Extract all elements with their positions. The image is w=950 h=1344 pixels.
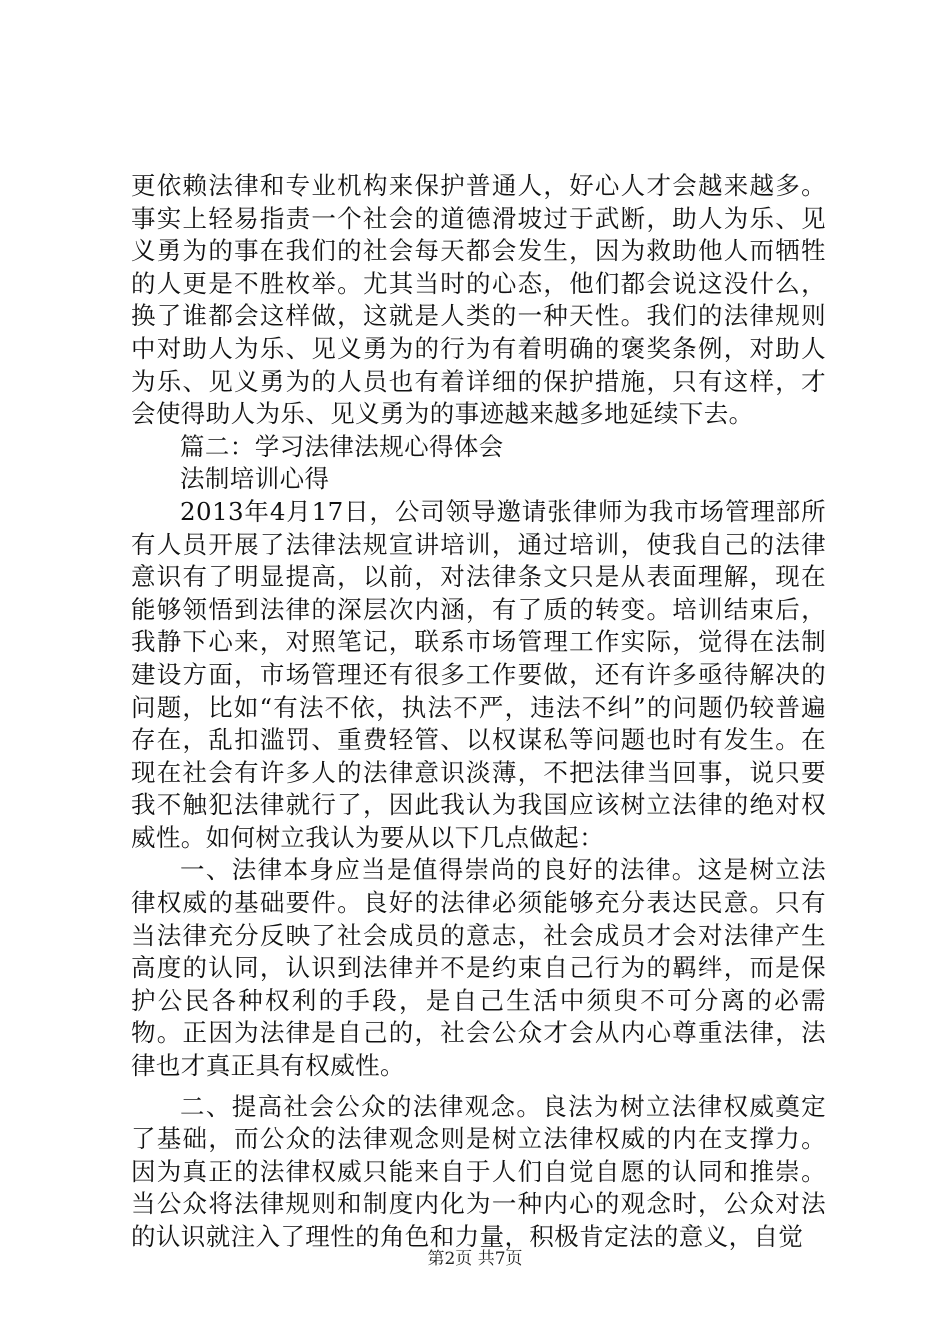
- paragraph-training-intro: 2013年4月17日，公司领导邀请张律师为我市场管理部所有人员开展了法律法规宣讲培训，通过培训，使我自己的法律意识有了明显提高，以前，对法律条文只是从表面理解，现在能够领悟到法律的深层次内涵，有了质的转变。培训结束后，我静下心来，对照笔记，联系市场管理工作实际，觉得在法制建设方面，市场管理还有很多工作要做，还有许多亟待解决的问题，比如“有法不依，执法不严，违法不纠”的问题仍较普遍存在，乱扣滥罚、重费轻管、以权谋私等问题也时有发生。在现在社会有许多人的法律意识淡薄，不把法律当回事，说只要我不触犯法律就行了，因此我认为我国应该树立法律的绝对权威性。如何树立我认为要从以下几点做起：: [131, 496, 826, 852]
- paragraph-point-two: 二、提高社会公众的法律观念。良法为树立法律权威奠定了基础，而公众的法律观念则是树立法律权威的内在支撑力。因为真正的法律权威只能来自于人们自觉自愿的认同和推崇。当公众将法律规则和制度内化为一种内心的观念时，公众对法的认识就注入了理性的角色和力量，积极肯定法的意义，自觉: [131, 1091, 826, 1251]
- page-footer: 第2页 共7页: [427, 1249, 523, 1269]
- paragraph-point-one: 一、法律本身应当是值得崇尚的良好的法律。这是树立法律权威的基础要件。良好的法律必须能够充分表达民意。只有当法律充分反映了社会成员的意志，社会成员才会对法律产生高度的认同，认识到法律并不是约束自己行为的羁绊，而是保护公民各种权利的手段，是自己生活中须臾不可分离的必需物。正因为法律是自己的，社会公众才会从内心尊重法律，法律也才真正具有权威性。: [131, 855, 826, 1081]
- document-body: [131, 170, 826, 1254]
- section-heading: 篇二：学习法律法规心得体会: [180, 431, 504, 461]
- paragraph-continuation: 更依赖法律和专业机构来保护普通人，好心人才会越来越多。事实上轻易指责一个社会的道德滑坡过于武断，助人为乐、见义勇为的事在我们的社会每天都会发生，因为救助他人而牺牲的人更是不胜枚举。尤其当时的心态，他们都会说这没什么，换了谁都会这样做，这就是人类的一种天性。我们的法律规则中对助人为乐、见义勇为的行为有着明确的褒奖条例，对助人为乐、见义勇为的人员也有着详细的保护措施，只有这样，才会使得助人为乐、见义勇为的事迹越来越多地延续下去。: [131, 171, 826, 429]
- section-subtitle: 法制培训心得: [180, 464, 330, 494]
